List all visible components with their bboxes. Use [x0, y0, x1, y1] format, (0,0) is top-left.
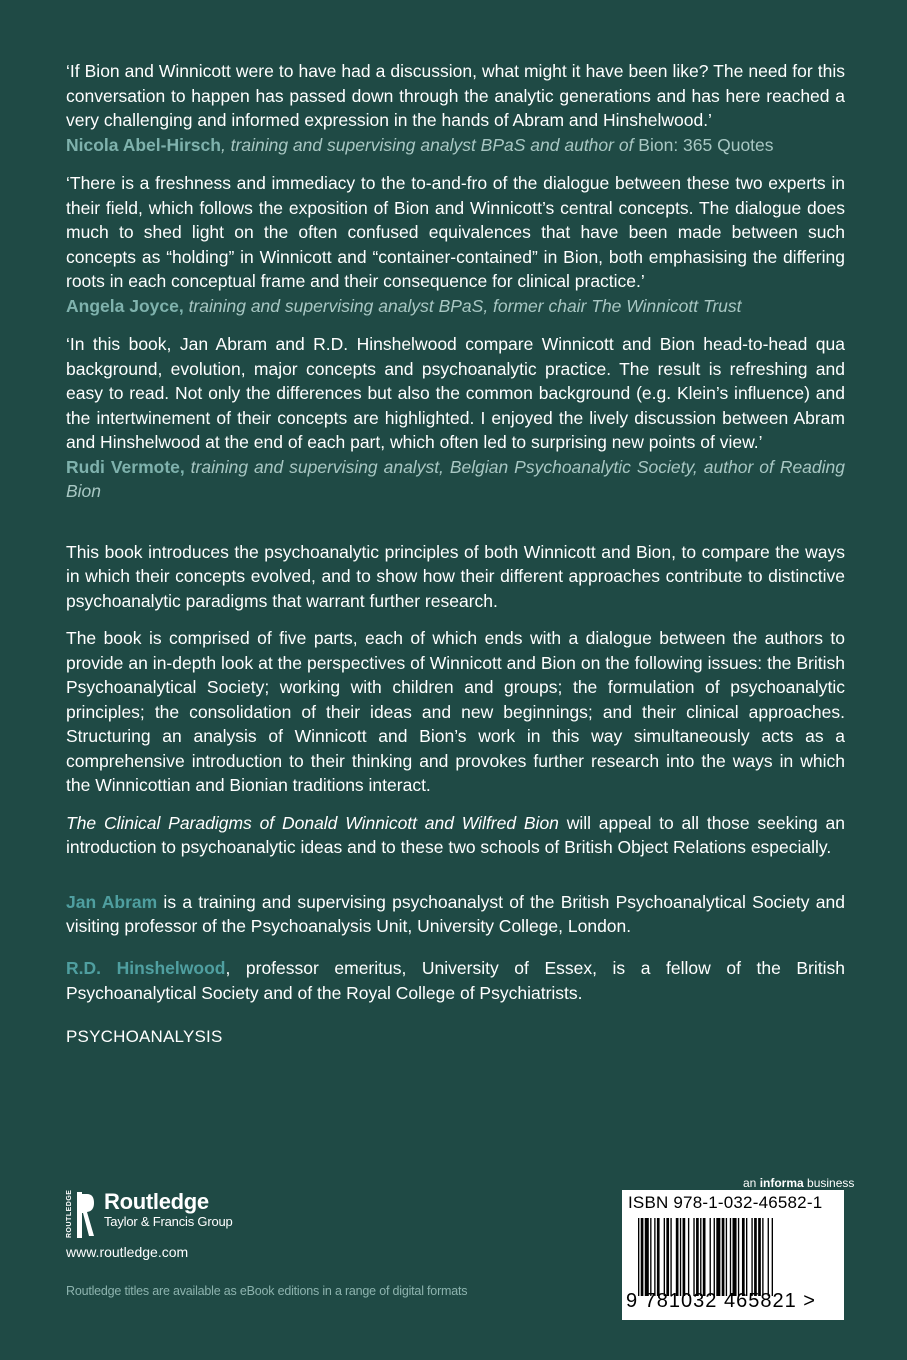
endorser-name: Nicola Abel-Hirsch [66, 134, 221, 155]
back-cover-content [66, 59, 845, 1047]
endorsement-attribution [66, 133, 845, 158]
endorser-book: Bion: 365 Quotes [638, 134, 774, 155]
barcode-digits: 9 781032 465821 > [626, 1290, 816, 1312]
endorser-role: training and supervising analyst BPaS, former chair The Winnicott Trust [183, 295, 742, 316]
endorsement-1 [66, 59, 845, 157]
endorsement-attribution [66, 455, 845, 504]
endorsement-attribution [66, 294, 845, 319]
endorser-name: Rudi Vermote, [66, 456, 185, 477]
endorsement-text: ‘If Bion and Winnicott were to have had a discussion, what might it have been like? The need for this conversation to happen has passed down through the analytic generations and has here reached a very challenging and informed expression in the hands of Abram and Hinshelwood.’ [66, 61, 845, 130]
informa-tagline: an informa business [743, 1176, 855, 1190]
isbn-number: ISBN 978-1-032-46582-1 [628, 1193, 823, 1212]
endorsement-3 [66, 332, 845, 504]
publisher-website[interactable]: www.routledge.com [66, 1244, 189, 1260]
endorser-name: Angela Joyce, [66, 295, 184, 316]
endorsement-2 [66, 171, 845, 318]
endorsement-text: ‘There is a freshness and immediacy to the to-and-fro of the dialogue between these two experts in their field, which follows the exposition of Bion and Winnicott’s central concepts. The dialogue does much to shed light on the often confused equivalences that have been made between such concepts as “holding” in Winnicott and “container-contained” in Bion, both emphasising the differing roots in each conceptual frame and their consequence for clinical practice.’ [66, 173, 845, 291]
logo-vertical-text: ROUTLEDGE [66, 1189, 73, 1238]
description-paragraph-1: This book introduces the psychoanalytic principles of both Winnicott and Bion, to compare the ways in which their concepts evolved, and to show how their different approaches contribute to distinctive psychoanalytic paradigms that warrant further research. [66, 541, 845, 611]
endorsement-text: ‘In this book, Jan Abram and R.D. Hinshelwood compare Winnicott and Bion head-to-head qua background, evolution, major concepts and psychoanalytic practice. The result is refreshing and easy to read. Not only the differences but also the common background (e.g. Klein’s influence) and the intertwinement of their concepts are highlighted. I enjoyed the lively discussion between Abram and Hinshelwood at the end of each part, which often led to surprising new points of view.’ [66, 334, 845, 452]
publisher-logo [66, 1190, 233, 1240]
endorser-role: , training and supervising analyst BPaS and author of [220, 134, 639, 155]
ebook-note: Routledge titles are available as eBook editions in a range of digital formats [66, 1284, 468, 1298]
publisher-name: Routledge [104, 1189, 209, 1214]
subject-category: PSYCHOANALYSIS [66, 1027, 223, 1046]
book-title: The Clinical Paradigms of Donald Winnicott and Wilfred Bion [66, 812, 559, 833]
author-name: Jan Abram [66, 891, 158, 912]
author-bio-2: R.D. Hinshelwood, professor emeritus, University of Essex, is a fellow of the British Psychoanalytical Society and of the Royal College of Psychiatrists. [66, 958, 846, 1003]
author-bio-1: Jan Abram is a training and supervising psychoanalyst of the British Psychoanalytical Society and visiting professor of the Psychoanalysis Unit, University College, London. [66, 891, 845, 936]
routledge-r-logo-icon [66, 1190, 96, 1240]
endorser-book: Reading Bion [66, 456, 846, 501]
isbn-barcode [622, 1190, 844, 1320]
endorser-role: training and supervising analyst, Belgian Psychoanalytic Society, author of [184, 456, 780, 477]
barcode-bars [638, 1218, 828, 1296]
publisher-group: Taylor & Francis Group [104, 1214, 233, 1229]
description-paragraph-2: The book is comprised of five parts, each of which ends with a dialogue between the authors to provide an in-depth look at the perspectives of Winnicott and Bion on the following issues: the British Psychoanalytical Society; working with children and groups; the formulation of psychoanalytic principles; the consolidation of their ideas and new beginnings; and their clinical approaches. Structuring an analysis of Winnicott and Bion’s work in this way simultaneously acts as a comprehensive introduction to their thinking and provokes further research into the ways in which the Winnicottian and Bionian traditions interact. [66, 628, 845, 795]
author-name: R.D. Hinshelwood [66, 958, 226, 978]
description-paragraph-3: The Clinical Paradigms of Donald Winnicott and Wilfred Bion will appeal to all those seeking an introduction to psychoanalytic ideas and to these two schools of British Object Relations especially. [66, 812, 846, 857]
